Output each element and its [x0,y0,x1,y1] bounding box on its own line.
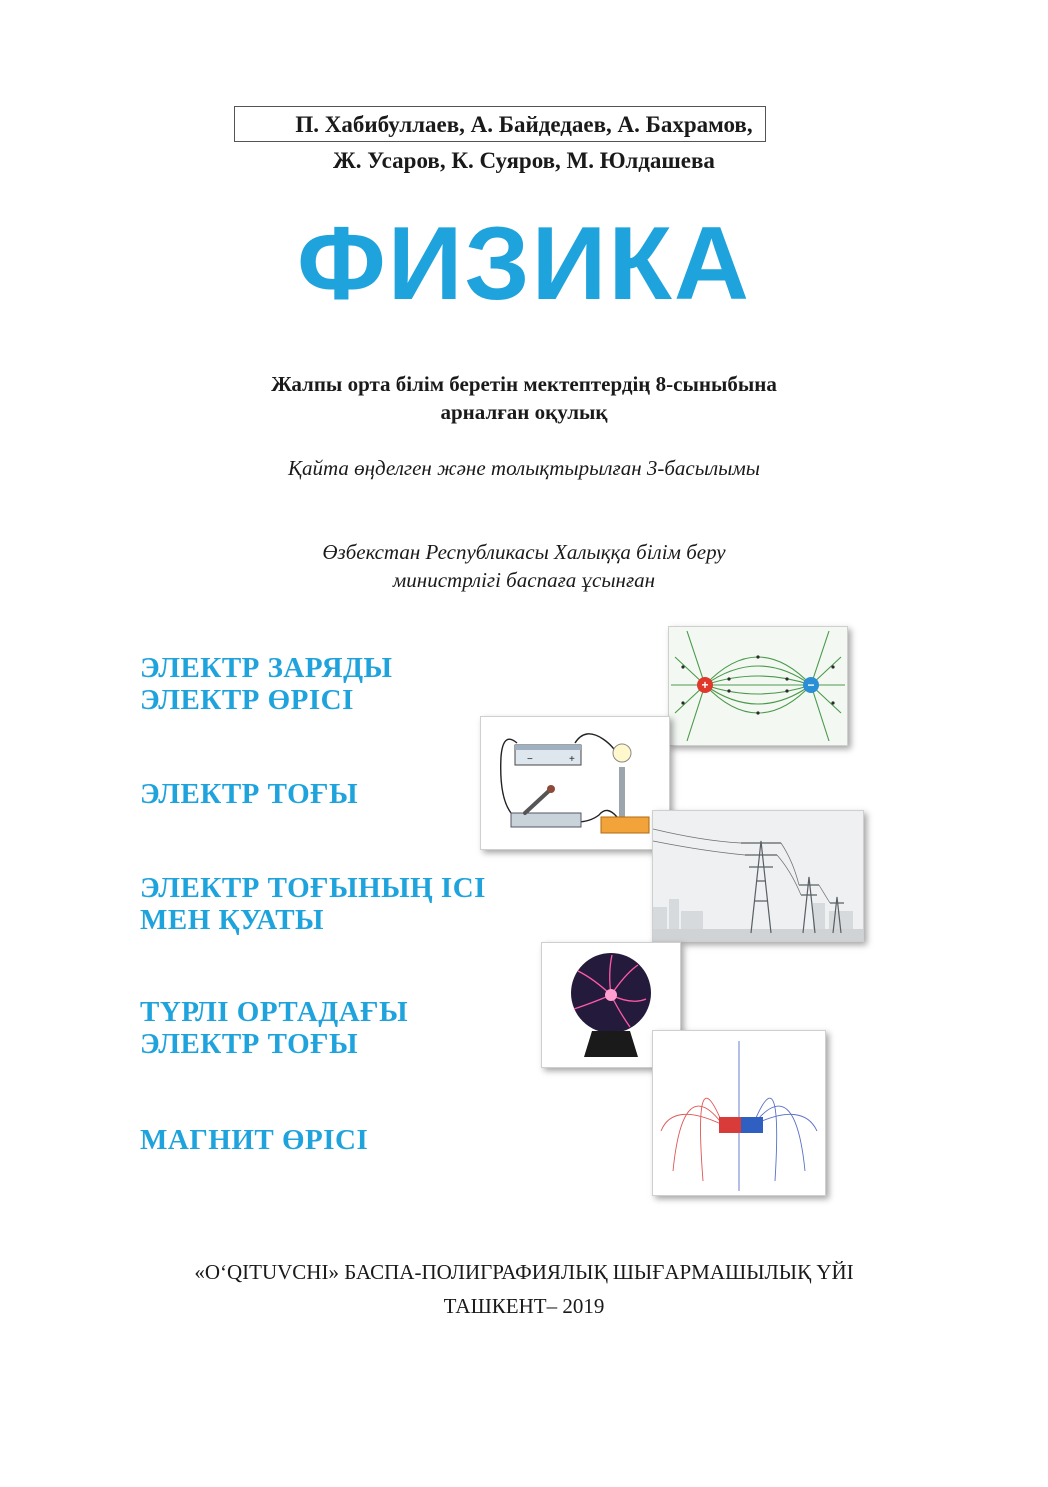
approval-line-2: министрлігі баспаға ұсынған [392,568,656,592]
topic-electric-charge [140,652,393,716]
electric-field-image [668,626,848,746]
topic-1-line-1: ЭЛЕКТР ЗАРЯДЫ [140,652,393,684]
book-title: ФИЗИКА [297,206,751,322]
battery-minus-label: − [527,754,533,765]
approval-line-1: Өзбекстан Республикасы Халыққа білім беру [322,540,726,564]
magnet-south-icon [741,1117,763,1133]
positive-charge-label: + [701,678,709,692]
topic-4-line-1: ТҮРЛІ ОРТАДАҒЫ [140,996,409,1028]
magnetic-field-illustration [653,1031,825,1195]
switch-icon [511,813,581,827]
topic-3-line-1: ЭЛЕКТР ТОҒЫНЫҢ ІСІ [140,872,486,904]
publisher: «O‘QITUVCHI» БАСПА-ПОЛИГРАФИЯЛЫҚ ШЫҒАРМАШЫЛЫҚ ҮЙІ [194,1260,854,1284]
authors-line-2: Ж. Усаров, К. Суяров, М. Юлдашева [333,148,715,173]
power-lines-image [652,810,864,942]
lamp-stand-icon [619,767,625,821]
authors-line-1: П. Хабибуллаев, А. Байдедаев, А. Бахрамов, [295,112,753,137]
subtitle-line-2: арналған оқулық [440,400,608,424]
circuit-image [480,716,670,850]
light-bulb-icon [613,744,631,762]
topic-3-line-2: МЕН ҚУАТЫ [140,904,325,936]
edition-note: Қайта өңделген және толықтырылған 3-басылымы [288,456,760,480]
topic-1-line-2: ЭЛЕКТР ӨРІСІ [140,684,354,716]
topic-electric-current [140,778,358,810]
magnet-north-icon [719,1117,741,1133]
field-lines-illustration [669,627,847,745]
power-lines-illustration [653,811,863,941]
city-year: ТАШКЕНТ– 2019 [443,1294,605,1318]
topic-4-line-2: ЭЛЕКТР ТОҒЫ [140,1028,359,1060]
negative-charge-label: − [807,678,815,692]
circuit-illustration [481,717,669,849]
battery-plus-label: + [569,754,575,765]
magnet-field-image [652,1030,826,1196]
subtitle-line-1: Жалпы орта білім беретін мектептердің 8-сыныбына [271,372,777,396]
topic-magnetic-field [140,1124,368,1156]
topic-5-line-1: МАГНИТ ӨРІСІ [140,1124,369,1156]
topic-work-and-power [140,872,486,936]
topic-2-line-1: ЭЛЕКТР ТОҒЫ [140,778,359,810]
plasma-base-icon [584,1031,638,1057]
topic-current-in-media [140,996,408,1060]
